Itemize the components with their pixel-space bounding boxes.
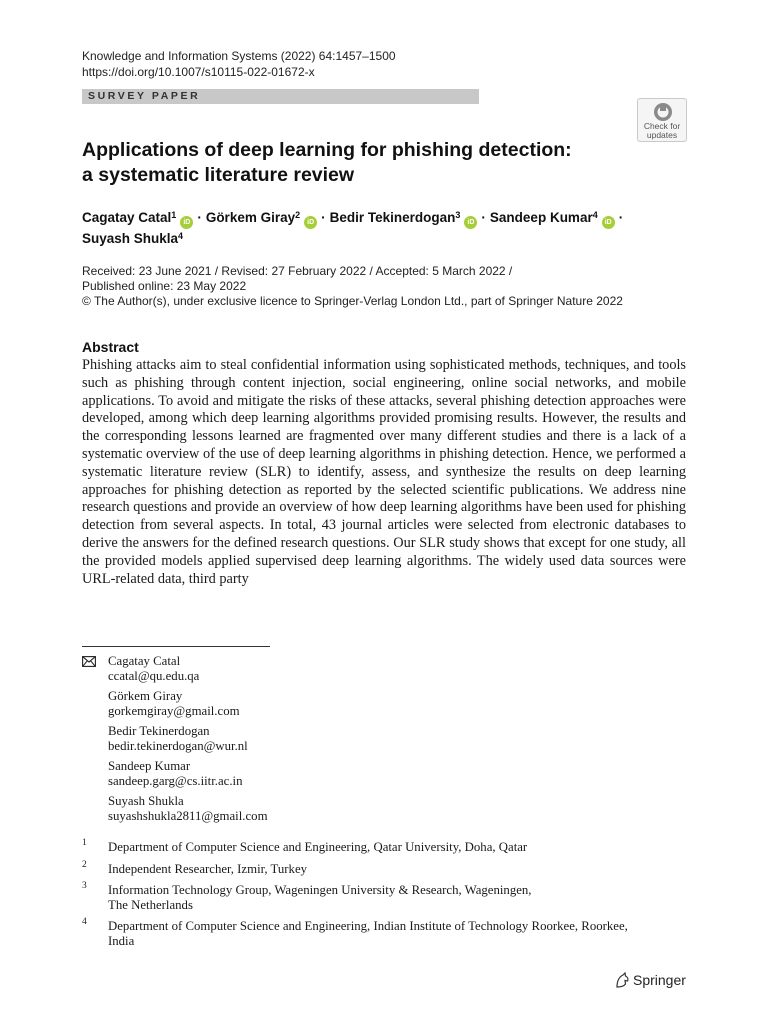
contact-list: [108, 654, 268, 829]
dates-line-1: Received: 23 June 2021 / Revised: 27 February 2022 / Accepted: 5 March 2022 /: [82, 264, 513, 278]
author-name: Suyash Shukla: [82, 231, 179, 246]
author-name: Sandeep Kumar: [489, 210, 593, 225]
doi-link[interactable]: https://doi.org/10.1007/s10115-022-01672-x: [82, 65, 315, 79]
check-for-updates-badge[interactable]: [637, 98, 687, 142]
affiliation-item: [82, 859, 682, 877]
author-separator: ·: [321, 210, 326, 225]
affiliation-number: 1: [82, 838, 87, 848]
envelope-icon: [82, 656, 96, 667]
affiliation-text: Department of Computer Science and Engineering, Indian Institute of Technology Roorkee, Roorkee,: [108, 919, 628, 933]
author-name: Cagatay Catal: [82, 210, 172, 225]
contact-name: Bedir Tekinerdogan: [108, 724, 210, 738]
affiliation-number: 2: [82, 859, 87, 870]
author-separator: ·: [618, 210, 624, 225]
section-label-bar: [82, 89, 479, 104]
affiliation-item: [82, 883, 682, 912]
springer-horse-icon: [614, 972, 630, 989]
check-for-updates-icon: [651, 102, 675, 122]
orcid-icon[interactable]: iD: [464, 216, 477, 229]
contact-email[interactable]: bedir.tekinerdogan@wur.nl: [108, 739, 248, 753]
orcid-icon[interactable]: iD: [180, 216, 193, 229]
contact-entry: [108, 689, 268, 719]
affiliation-text-cont: The Netherlands: [108, 897, 193, 912]
copyright-line: © The Author(s), under exclusive licence to Springer-Verlag London Ltd., part of Springer Nature 2022: [82, 294, 623, 308]
author-separator: ·: [481, 210, 486, 225]
author-affiliation-ref: 3: [455, 210, 461, 220]
author-affiliation-ref: 1: [171, 210, 177, 220]
title-line-1: Applications of deep learning for phishing detection:: [82, 139, 572, 161]
affiliation-text: Independent Researcher, Izmir, Turkey: [108, 861, 308, 876]
publication-history: [82, 264, 702, 309]
check-for-updates-label: Check for updates: [643, 121, 681, 140]
contact-name: Cagatay Catal: [108, 654, 181, 668]
author-name: Görkem Giray: [205, 210, 296, 225]
affiliation-text-cont: India: [108, 933, 135, 948]
affiliation-item: [82, 840, 682, 855]
journal-line: Knowledge and Information Systems (2022) 64:1457–1500: [82, 49, 396, 63]
dates-line-2: Published online: 23 May 2022: [82, 279, 247, 293]
orcid-icon[interactable]: iD: [602, 216, 615, 229]
publisher-name: Springer: [633, 972, 686, 988]
orcid-icon[interactable]: iD: [304, 216, 317, 229]
affiliation-number: 4: [82, 917, 87, 927]
contact-name: Suyash Shukla: [108, 794, 184, 808]
contact-email[interactable]: ccatal@qu.edu.qa: [108, 669, 200, 683]
affiliation-list: [82, 840, 682, 955]
author-affiliation-ref: 4: [178, 231, 184, 241]
section-label: SURVEY PAPER: [88, 90, 201, 102]
abstract-heading: Abstract: [82, 339, 139, 355]
author-separator: ·: [197, 210, 202, 225]
footnote-divider: [82, 646, 270, 647]
author-list: [82, 208, 702, 248]
title-line-2: a systematic literature review: [82, 164, 355, 186]
affiliation-number: 3: [82, 881, 87, 891]
contact-entry: [108, 654, 268, 684]
publisher-logo: [614, 972, 686, 989]
affiliation-text: Information Technology Group, Wageningen University & Research, Wageningen,: [108, 883, 532, 897]
contact-entry: [108, 724, 268, 754]
paper-title: [82, 138, 642, 188]
affiliation-text: Department of Computer Science and Engineering, Qatar University, Doha, Qatar: [108, 840, 528, 854]
author-name: Bedir Tekinerdogan: [329, 210, 456, 225]
contact-email[interactable]: suyashshukla2811@gmail.com: [108, 809, 268, 823]
contact-entry: [108, 794, 268, 824]
contact-email[interactable]: gorkemgiray@gmail.com: [108, 704, 240, 718]
contact-name: Sandeep Kumar: [108, 759, 191, 773]
abstract-text: Phishing attacks aim to steal confidential information using sophisticated methods, techniques, and tools such as phishing through content injection, social engineering, online social networks, and mobile applications. To avoid and mitigate the risks of these attacks, several phishing detection approaches were developed, among which deep learning algorithms provided promising results. However, the results and the corresponding lessons learned are fragmented over many different studies and there is a lack of a systematic overview of the use of deep learning algorithms in phishing detection. Hence, we performed a systematic literature review (SLR) to identify, assess, and synthesize the results on deep learning approaches for phishing detection as reported by the selected scientific publications. We address nine research questions and provide an overview of how deep learning algorithms have been used for phishing detection from several aspects. In total, 43 journal articles were selected from electronic databases to derive the answers for the defined research questions. Our SLR study shows that except for one study, all the provided models applied supervised deep learning algorithms. The widely used data sources were URL-related data, third party: [82, 357, 686, 587]
author-affiliation-ref: 4: [592, 210, 598, 220]
affiliation-item: [82, 919, 682, 948]
journal-citation: [82, 48, 396, 80]
contact-name: Görkem Giray: [108, 689, 183, 703]
author-affiliation-ref: 2: [295, 210, 301, 220]
contact-email[interactable]: sandeep.garg@cs.iitr.ac.in: [108, 774, 243, 788]
contact-entry: [108, 759, 268, 789]
